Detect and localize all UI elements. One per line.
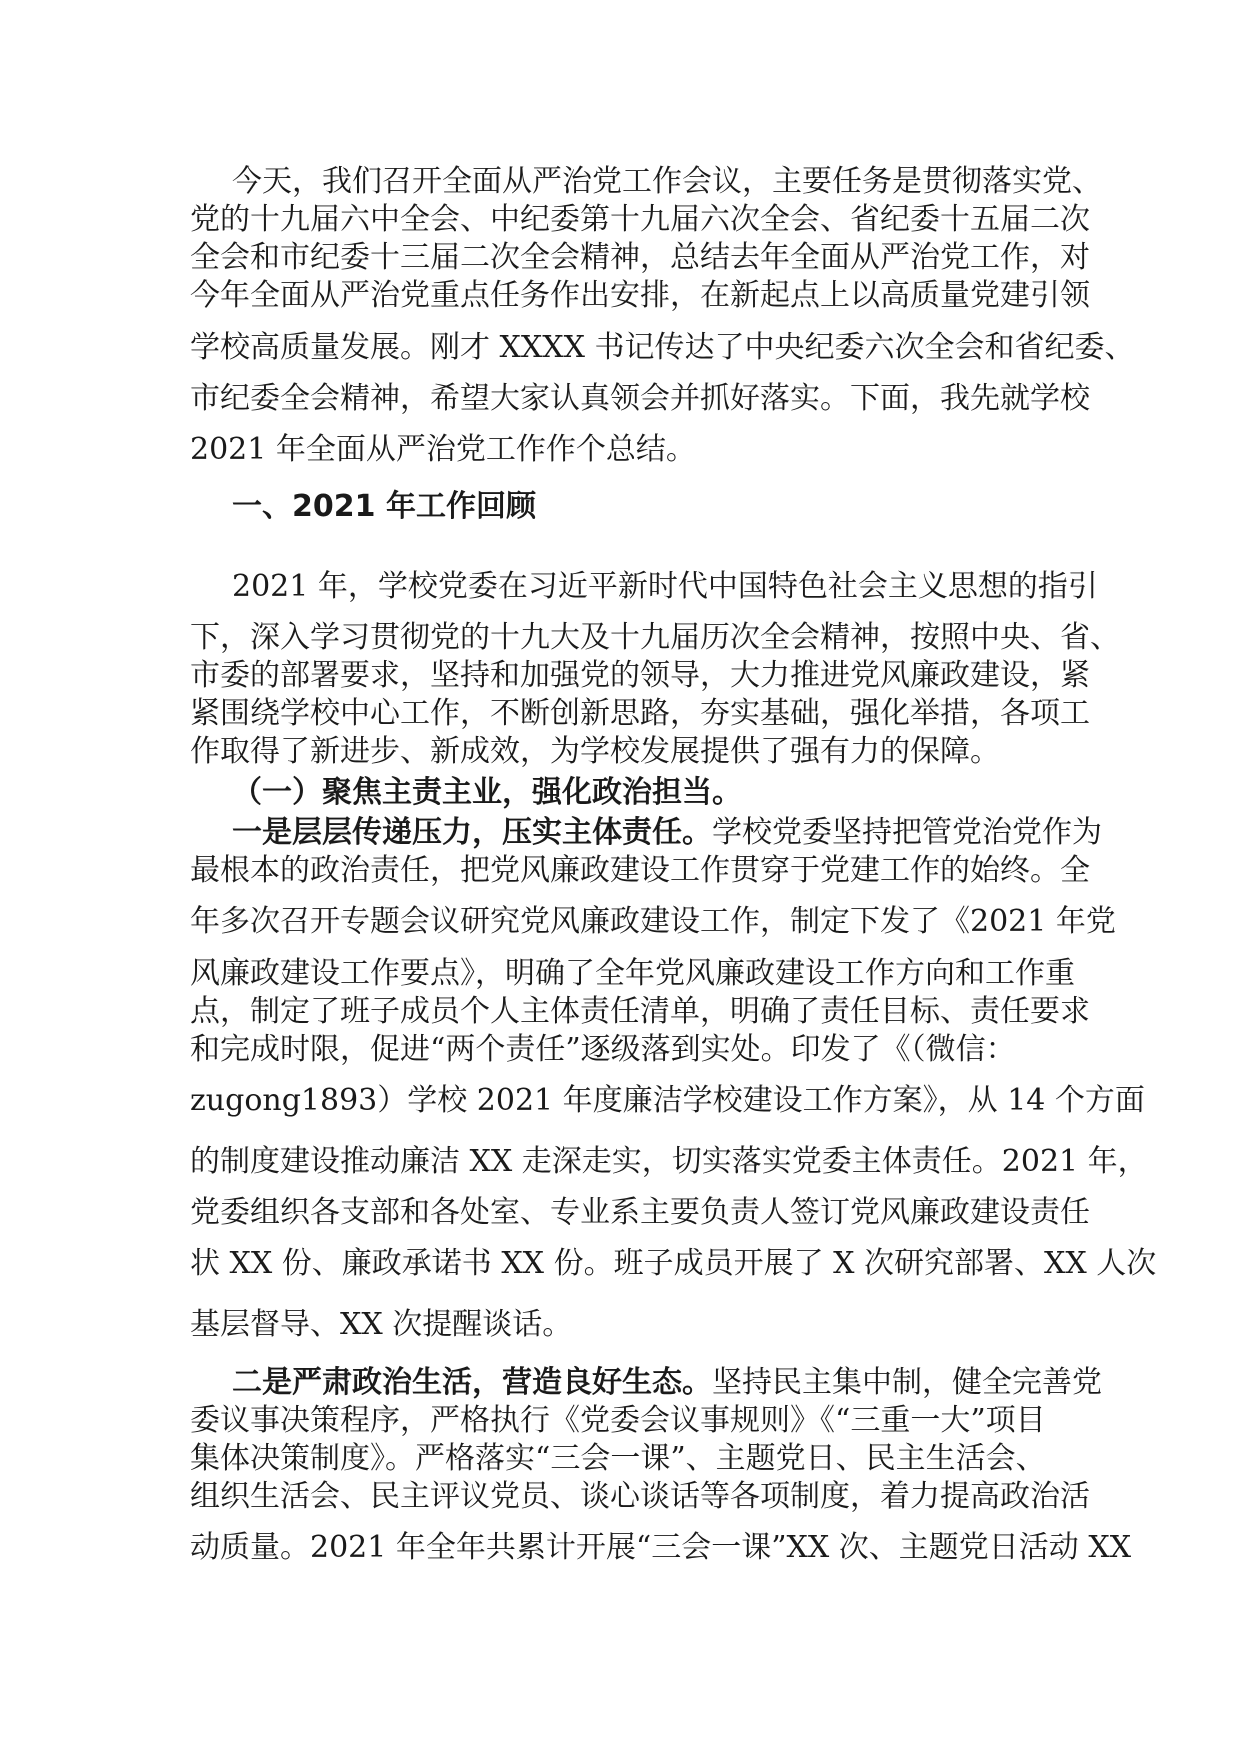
- point-1-lead: 一是层层传递压力，压实主体责任。: [232, 815, 712, 850]
- point-1-line: 基层督导、XX 次提醒谈话。: [190, 1307, 573, 1342]
- review-line: 市委的部署要求，坚持和加强党的领导，大力推进党风廉政建设，紧: [190, 658, 1090, 693]
- point-1-line: 状 XX 份、廉政承诺书 XX 份。班子成员开展了 X 次研究部署、XX 人次: [190, 1246, 1157, 1281]
- point-2-first-line: [232, 1364, 1102, 1402]
- point-1-line: 年多次召开专题会议研究党风廉政建设工作，制定下发了《2021 年党: [190, 904, 1116, 939]
- point-2-lead: 二是严肃政治生活，营造良好生态。: [232, 1365, 712, 1400]
- intro-line: 市纪委全会精神，希望大家认真领会并抓好落实。下面，我先就学校: [190, 381, 1090, 416]
- point-1-line: 和完成时限，促进“两个责任”逐级落到实处。印发了《（微信：: [190, 1032, 1016, 1067]
- review-line: 2021 年，学校党委在习近平新时代中国特色社会主义思想的指引: [232, 569, 1098, 604]
- point-2-line: 委议事决策程序，严格执行《党委会议事规则》《“三重一大”项目: [190, 1403, 1046, 1438]
- review-line: 作取得了新进步、新成效，为学校发展提供了强有力的保障。: [190, 734, 1000, 769]
- point-1-line: 的制度建设推动廉洁 XX 走深走实，切实落实党委主体责任。2021 年，: [190, 1144, 1148, 1179]
- review-line: 下，深入学习贯彻党的十九大及十九届历次全会精神，按照中央、省、: [190, 620, 1120, 655]
- intro-line: 党的十九届六中全会、中纪委第十九届六次全会、省纪委十五届二次: [190, 202, 1090, 237]
- point-2-line: 集体决策制度》。严格落实“三会一课”、主题党日、民主生活会、: [190, 1441, 1046, 1476]
- point-1-text: 学校党委坚持把管党治党作为: [712, 815, 1102, 850]
- intro-line: 全会和市纪委十三届二次全会精神，总结去年全面从严治党工作，对: [190, 240, 1090, 275]
- point-1-first-line: [232, 814, 1102, 852]
- intro-line: 今天，我们召开全面从严治党工作会议，主要任务是贯彻落实党、: [232, 164, 1102, 199]
- point-1-line: 风廉政建设工作要点》，明确了全年党风廉政建设工作方向和工作重: [190, 956, 1075, 991]
- intro-line: 2021 年全面从严治党工作作个总结。: [190, 432, 696, 467]
- point-1-line: 党委组织各支部和各处室、专业系主要负责人签订党风廉政建设责任: [190, 1195, 1090, 1230]
- point-2-text: 坚持民主集中制，健全完善党: [712, 1365, 1102, 1400]
- point-1-line: 最根本的政治责任，把党风廉政建设工作贯穿于党建工作的始终。全: [190, 853, 1090, 888]
- point-1-line: zugong1893）学校 2021 年度廉洁学校建设工作方案》，从 14 个方面: [190, 1083, 1145, 1118]
- intro-line: 学校高质量发展。刚才 XXXX 书记传达了中央纪委六次全会和省纪委、: [190, 330, 1135, 365]
- section-heading: 一、2021 年工作回顾: [232, 489, 536, 524]
- intro-line: 今年全面从严治党重点任务作出安排，在新起点上以高质量党建引领: [190, 278, 1090, 313]
- review-line: 紧围绕学校中心工作，不断创新思路，夯实基础，强化举措，各项工: [190, 696, 1090, 731]
- point-2-line: 动质量。2021 年全年共累计开展“三会一课”XX 次、主题党日活动 XX: [190, 1530, 1132, 1565]
- subsection-heading: （一）聚焦主责主业，强化政治担当。: [232, 775, 742, 810]
- point-2-line: 组织生活会、民主评议党员、谈心谈话等各项制度，着力提高政治活: [190, 1479, 1090, 1514]
- point-1-line: 点，制定了班子成员个人主体责任清单，明确了责任目标、责任要求: [190, 994, 1090, 1029]
